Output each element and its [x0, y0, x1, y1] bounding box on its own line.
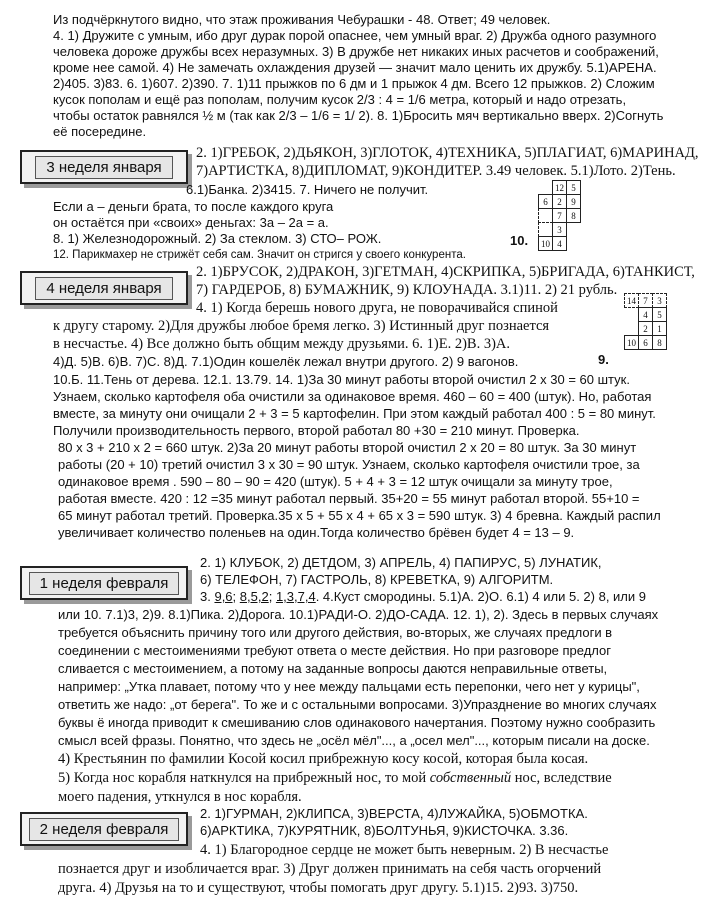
- text-line: смысл всей фразы. Понятно, что здесь не „осёл мёл"..., а „осел мел"..., которым писали на доске.: [58, 733, 650, 748]
- grid-cell: 6: [638, 335, 653, 350]
- section-title: 4 неделя января: [35, 277, 172, 300]
- text-line: 4) Крестьянин по фамилии Косой косил прибрежную косу косой, которая была косая.: [58, 751, 589, 767]
- text-line: 4)Д. 5)В. 6)В. 7)С. 8)Д. 7.1)Один кошелёк лежал внутри другого. 2) 9 вагонов.: [53, 354, 519, 369]
- text-fragment: 5) Когда нос корабля наткнулся на прибрежный нос, то мой: [58, 770, 430, 786]
- grid-cell: 4: [638, 307, 653, 322]
- grid-cell: 12: [552, 180, 567, 195]
- text-line: в несчастье. 4) Все должно быть общим между друзьями. 6. 1)Е. 2)В. 3)А.: [53, 336, 511, 352]
- text-line: 7)АРТИСТКА, 8)ДИПЛОМАТ, 9)КОНДИТЕР. 3.49 человек. 5.1)Лото. 2)Тень.: [196, 163, 676, 179]
- text-line: 4. 1) Когда берешь нового друга, не поворачивайся спиной: [196, 300, 558, 316]
- grid-cell: 3: [652, 293, 667, 308]
- grid-cell: 10: [538, 236, 553, 251]
- grid-dashed-cell: [538, 208, 553, 223]
- grid-cell: 2: [638, 321, 653, 336]
- underlined-answer: 9,6: [214, 589, 233, 604]
- text-line: работая вместе. 420 : 12 =35 минут работал первый. 35+20 = 55 минут работал второй. 55+10 =: [58, 491, 640, 506]
- text-fragment: 3.: [200, 589, 215, 604]
- text-line: 65 минут работал третий. Проверка.35 х 5 + 55 х 4 + 65 х 3 = 590 штук. 3) 4 бревна. Каждый распил: [58, 508, 661, 523]
- text-line: требуется объяснить причину того или другого действия, во-вторых, же случаях предлоги в: [58, 625, 613, 640]
- text-line: кроме нее самой. 4) Не замечать охлаждения друзей — значит мало ценить их дружбу. 5.1)АРЕНА.: [53, 60, 657, 75]
- text-line: 2. 1) КЛУБОК, 2) ДЕТДОМ, 3) АПРЕЛЬ, 4) ПАПИРУС, 5) ЛУНАТИК,: [200, 555, 602, 570]
- text-line: 6.1)Банка. 2)3415. 7. Ничего не получит.: [186, 182, 429, 197]
- text-line: друга. 4) Друзья на то и существуют, чтобы помогать друг другу. 5.1)15. 2)93. 3)750.: [58, 880, 579, 896]
- section-header: [20, 812, 188, 846]
- text-line: Из подчёркнутого видно, что этаж проживания Чебурашки - 48. Ответ; 49 человек.: [53, 12, 551, 27]
- grid-cell: 7: [552, 208, 567, 223]
- text-line: 2)405. 3)83. 6. 1)607. 2)390. 7. 1)11 прыжков по 6 дм и 1 прыжок 4 дм. Всего 12 прыжков. 2) Сложим: [53, 76, 655, 91]
- text-line: кусок пополам и ещё раз пополам, получим кусок 2/3 : 4 = 1/6 метра, который и надо отрезать,: [53, 92, 627, 107]
- text-line: 2. 1)ГРЕБОК, 2)ДЬЯКОН, 3)ГЛОТОК, 4)ТЕХНИКА, 5)ПЛАГИАТ, 6)МАРИНАД,: [196, 145, 699, 161]
- grid-cell: 8: [652, 335, 667, 350]
- text-line: чтобы остаток равнялся ½ м (так как 2/3 – 1/6 = 1/ 2). 8. 1)Бросить мяч вертикально вверх. 2)Согнуть: [53, 108, 664, 123]
- grid-cell: 1: [652, 321, 667, 336]
- grid-dashed-cell: [538, 222, 553, 237]
- number-grid: [534, 180, 594, 250]
- text-line: Узнаем, сколько картофеля оба очистили за одинаковое время. 460 – 60 = 400 (штук). Но, работая: [53, 389, 652, 404]
- text-line: Если а – деньги брата, то после каждого круга: [53, 199, 334, 214]
- text-line: например: „Утка плавает, потому что у нее между пальцами есть перепонки, чего нет у курицы",: [58, 679, 640, 694]
- underlined-answer: 8,5,2: [239, 589, 269, 604]
- grid-cell: 14: [624, 293, 639, 308]
- grid-cell: 10: [624, 335, 639, 350]
- grid-cell: 5: [566, 180, 581, 195]
- text-fragment: ;: [232, 589, 240, 604]
- grid-cell: 7: [638, 293, 653, 308]
- grid-cell: 6: [538, 194, 553, 209]
- text-line: её посередине.: [53, 124, 147, 139]
- text-line: к другу старому. 2)Для дружбы любое бремя легко. 3) Истинный друг познается: [53, 318, 550, 334]
- text-line: 6) ТЕЛЕФОН, 7) ГАСТРОЛЬ, 8) КРЕВЕТКА, 9) АЛГОРИТМ.: [200, 572, 554, 587]
- text-line: 12. Парикмахер не стрижёт себя сам. Значит он стригся у своего конкурента.: [53, 249, 466, 261]
- text-line: 10.Б. 11.Тень от дерева. 12.1. 13.79. 14. 1)За 30 минут работы второй очистил 2 х 30 = 60 штук.: [53, 372, 630, 387]
- grid-cell: 9: [566, 194, 581, 209]
- text-line: моего падения, уткнулся в нос корабля.: [58, 789, 302, 805]
- text-line: одинаковое время . 590 – 80 – 90 = 420 (штук). 5 + 4 + 3 = 12 штук очищали за минуту трое,: [58, 474, 613, 489]
- text-line: 2. 1)ГУРМАН, 2)КЛИПСА, 3)ВЕРСТА, 4)ЛУЖАЙКА, 5)ОБМОТКА.: [200, 806, 588, 821]
- text-fragment: ;: [268, 589, 276, 604]
- text-line: работы (20 + 10) третий очистил 3 х 30 = 90 штук. Узнаем, сколько картофеля очистили трое, за: [58, 457, 640, 472]
- number-grid: [616, 293, 680, 363]
- text-line: человека дороже дружбы всех неразумных. 3) В дружбе нет никаких иных расчетов и соображений,: [53, 44, 659, 59]
- puzzle-label: 9.: [598, 352, 609, 367]
- text-line: 4. 1) Дружите с умным, ибо друг дурак порой опаснее, чем умный враг. 2) Дружба одного разумного: [53, 28, 657, 43]
- section-header: [20, 271, 188, 305]
- text-line: Получили производительность первого, второй работал 80 +30 = 210 минут. Проверка.: [53, 423, 580, 438]
- text-line: 4. 1) Благородное сердце не может быть неверным. 2) В несчастье: [200, 842, 609, 858]
- text-line: [58, 770, 706, 786]
- text-line: 2. 1)БРУСОК, 2)ДРАКОН, 3)ГЕТМАН, 4)СКРИПКА, 5)БРИГАДА, 6)ТАНКИСТ,: [196, 264, 695, 280]
- text-line: 8. 1) Железнодорожный. 2) За стеклом. 3) СТО– РОЖ.: [53, 231, 382, 246]
- grid-cell: 3: [552, 222, 567, 237]
- text-line: 7) ГАРДЕРОБ, 8) БУМАЖНИК, 9) КЛОУНАДА. 3.1)11. 2) 21 рубль.: [196, 282, 618, 298]
- text-line: ответить же надо: „от берега". То же и с остальными вопросами. 3)Упразднение во многих случаях: [58, 697, 657, 712]
- section-title: 3 неделя января: [35, 156, 172, 179]
- text-fragment: . 4.Куст смородины. 5.1)А. 2)О. 6.1) 4 или 5. 2) 8, или 9: [315, 589, 646, 604]
- text-line: он остаётся при «своих» деньгах: 3а – 2а = а.: [53, 215, 329, 230]
- grid-cell: 2: [552, 194, 567, 209]
- section-title: 2 неделя февраля: [29, 818, 180, 841]
- grid-cell: 5: [652, 307, 667, 322]
- text-line: увеличивает количество поленьев на один.Тогда количество брёвен будет 4 = 13 – 9.: [58, 525, 575, 540]
- text-line: соединении с местоимениями требуют ответа о месте действия. Но при разговоре предлог: [58, 643, 612, 658]
- grid-cell: 4: [552, 236, 567, 251]
- text-line: сливается с местоимением, а потому на заданные вопросы даются неправильные ответы,: [58, 661, 608, 676]
- text-fragment: нос, вследствие: [511, 770, 612, 786]
- grid-cell: 8: [566, 208, 581, 223]
- section-header: [20, 566, 188, 600]
- section-header: [20, 150, 188, 184]
- italic-word: собственный: [429, 770, 512, 786]
- puzzle-label: 10.: [510, 233, 529, 248]
- section-title: 1 неделя февраля: [29, 572, 180, 595]
- text-line: 80 х 3 + 210 х 2 = 660 штук. 2)За 20 минут работы второй очистил 2 х 20 = 80 штук. За 30 минут: [58, 440, 637, 455]
- text-line: 6)АРКТИКА, 7)КУРЯТНИК, 8)БОЛТУНЬЯ, 9)КИСТОЧКА. 3.36.: [200, 823, 569, 838]
- text-line: [200, 589, 706, 605]
- text-line: или 10. 7.1)3, 2)9. 8.1)Пика. 2)Дорога. 10.1)РАДИ-О. 2)ДО-САДА. 12. 1), 2). Здесь в первых случаях: [58, 607, 659, 622]
- text-line: буквы ё иногда приводит к смешиванию слов одинакового начертания. Поэтому нужно сообразить: [58, 715, 656, 730]
- text-line: вместе, за минуту они очищали 2 + 3 = 5 картофелин. При этом каждый работал 400 : 5 = 80 минут.: [53, 406, 656, 421]
- underlined-answer: 1,3,7,4: [275, 589, 316, 604]
- text-line: познается друг и изобличается враг. 3) Друг должен принимать на себя часть огорчений: [58, 861, 602, 877]
